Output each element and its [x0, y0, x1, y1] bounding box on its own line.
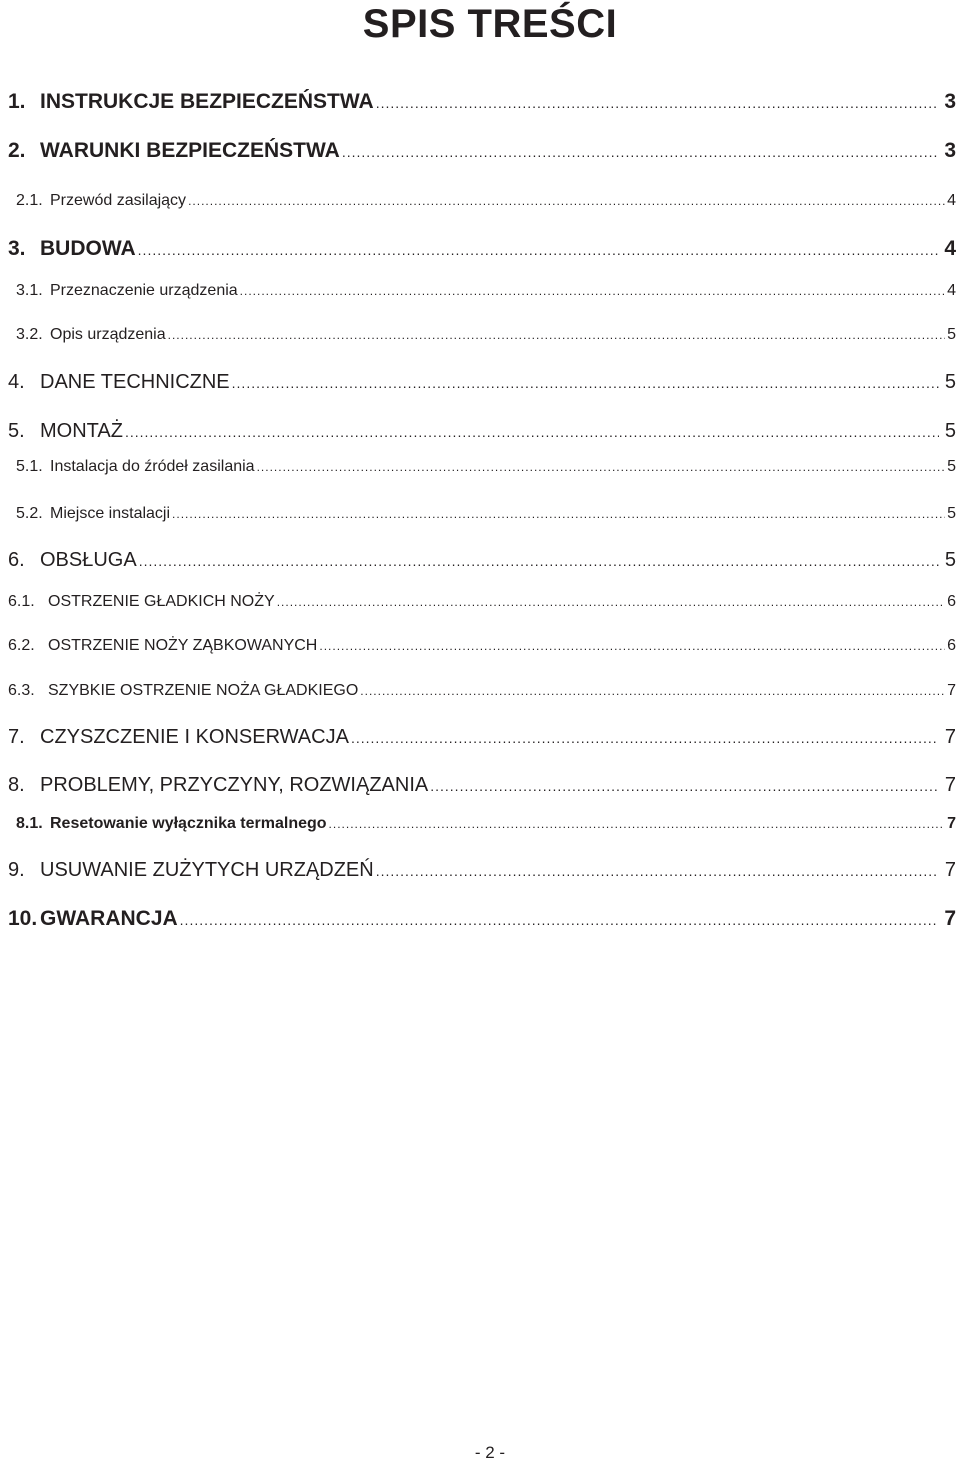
toc-entry-label: GWARANCJA [40, 907, 178, 930]
toc-entry[interactable] [8, 682, 956, 700]
dot-leader [360, 684, 945, 698]
toc-entry[interactable] [8, 859, 956, 882]
toc-entry-label: MONTAŻ [40, 420, 123, 442]
toc-entry-label: Miejsce instalacji [50, 505, 171, 522]
dot-leader [240, 284, 945, 298]
dot-leader [188, 194, 945, 208]
toc-entry-label: DANE TECHNICZNE [40, 371, 230, 393]
page-title: SPIS TREŚCI [362, 2, 618, 46]
toc-entry-number: 6.2. [8, 637, 35, 654]
toc-entry-page: 5 [947, 458, 956, 475]
toc-entry-page: 3 [944, 90, 956, 113]
toc-entry-number: 3.1. [16, 282, 43, 299]
toc-entry-page: 5 [947, 326, 956, 343]
toc-entry[interactable] [8, 593, 956, 611]
toc-entry-label: INSTRUKCJE BEZPIECZEŃSTWA [40, 90, 374, 113]
toc-entry-number: 5. [8, 420, 25, 442]
toc-entry[interactable] [8, 549, 956, 572]
toc-entry-number: 2.1. [16, 192, 43, 209]
toc-entry-label: Resetowanie wyłącznika termalnego [50, 815, 327, 832]
toc-entry-page: 5 [944, 371, 956, 393]
toc-entry-label: Przewód zasilający [50, 192, 187, 209]
toc-entry-page: 7 [944, 859, 956, 881]
toc-entry-page: 7 [944, 774, 956, 796]
dot-leader [168, 328, 945, 342]
toc-entry-page: 5 [944, 549, 956, 571]
toc-entry-page: 4 [947, 282, 956, 299]
toc-entry-number: 10. [8, 907, 38, 930]
toc-entry-number: 1. [8, 90, 26, 113]
dot-leader [351, 730, 939, 746]
toc-entry-number: 9. [8, 859, 25, 881]
toc-entry-page: 3 [944, 139, 956, 162]
toc-entry-number: 4. [8, 371, 25, 393]
dot-leader [319, 639, 945, 653]
toc-entry-label: OSTRZENIE NOŻY ZĄBKOWANYCH [48, 637, 318, 654]
toc-entry-label: OSTRZENIE GŁADKICH NOŻY [48, 593, 275, 610]
toc-entry-label: CZYSZCZENIE I KONSERWACJA [40, 726, 349, 748]
toc-entry-number: 5.2. [16, 505, 43, 522]
dot-leader [138, 242, 939, 258]
toc-entry[interactable] [8, 139, 956, 163]
toc-entry-label: Opis urządzenia [50, 326, 166, 343]
page-number: - 2 - [474, 1443, 506, 1462]
toc-entry[interactable] [8, 815, 956, 833]
toc-entry-number: 5.1. [16, 458, 43, 475]
toc-entry-page: 6 [947, 637, 956, 654]
dot-leader [329, 817, 946, 831]
toc-entry-page: 4 [944, 237, 956, 260]
dot-leader [376, 863, 939, 879]
toc-entry[interactable] [8, 282, 956, 300]
dot-leader [232, 375, 939, 391]
dot-leader [172, 507, 945, 521]
dot-leader [257, 460, 946, 474]
toc-entry-number: 3. [8, 237, 26, 260]
toc-entry[interactable] [8, 326, 956, 344]
toc-entry-label: SZYBKIE OSTRZENIE NOŻA GŁADKIEGO [48, 682, 359, 699]
toc-entry-number: 6.3. [8, 682, 35, 699]
toc-entry[interactable] [8, 420, 956, 443]
dot-leader [376, 95, 939, 111]
toc-entry-number: 6. [8, 549, 25, 571]
toc-entry-page: 7 [947, 682, 956, 699]
dot-leader [277, 595, 945, 609]
toc-entry-number: 3.2. [16, 326, 43, 343]
toc-entry-number: 8. [8, 774, 25, 796]
dot-leader [125, 424, 939, 440]
toc-entry-page: 7 [947, 815, 956, 832]
toc-entry-label: PROBLEMY, PRZYCZYNY, ROZWIĄZANIA [40, 774, 429, 796]
toc-entry-number: 7. [8, 726, 25, 748]
toc-entry[interactable] [8, 371, 956, 394]
toc-entry-label: Instalacja do źródeł zasilania [50, 458, 255, 475]
toc-entry[interactable] [8, 90, 956, 114]
toc-entry-page: 6 [947, 593, 956, 610]
toc-entry-label: USUWANIE ZUŻYTYCH URZĄDZEŃ [40, 859, 374, 881]
toc-entry-label: BUDOWA [40, 237, 136, 260]
toc-entry-number: 2. [8, 139, 26, 162]
toc-entry[interactable] [8, 726, 956, 749]
toc-entry[interactable] [8, 774, 956, 797]
toc-entry-number: 8.1. [16, 815, 43, 832]
toc-entry-page: 7 [944, 907, 956, 930]
toc-entry[interactable] [8, 192, 956, 210]
toc-entry-label: WARUNKI BEZPIECZEŃSTWA [40, 139, 340, 162]
toc-entry-page: 7 [944, 726, 956, 748]
toc-entry[interactable] [8, 458, 956, 476]
toc-entry-label: OBSŁUGA [40, 549, 137, 571]
toc-entry[interactable] [8, 237, 956, 261]
dot-leader [430, 778, 939, 794]
dot-leader [139, 553, 939, 569]
dot-leader [180, 912, 939, 928]
toc-entry-label: Przeznaczenie urządzenia [50, 282, 238, 299]
toc-entry-page: 5 [947, 505, 956, 522]
toc-entry[interactable] [8, 637, 956, 655]
dot-leader [342, 144, 938, 160]
toc-entry-page: 5 [944, 420, 956, 442]
toc-entry-page: 4 [947, 192, 956, 209]
toc-entry[interactable] [8, 505, 956, 523]
toc-entry[interactable] [8, 907, 956, 931]
toc-entry-number: 6.1. [8, 593, 35, 610]
